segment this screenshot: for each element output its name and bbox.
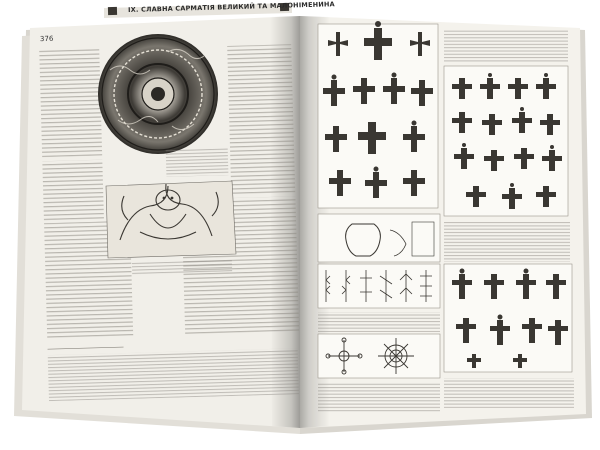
ornament-caption — [318, 312, 440, 332]
gorgon-relief-illustration — [106, 181, 236, 258]
right-lower-pendants — [444, 264, 572, 372]
crosses-caption — [318, 382, 440, 412]
gorgon-caption — [132, 259, 232, 276]
amphora-sketch — [318, 214, 440, 262]
right-upper-pendants — [444, 66, 568, 216]
right-top-caption — [444, 30, 568, 62]
phalera-caption — [166, 147, 229, 177]
phalera-illustration — [98, 34, 218, 154]
page-number: 376 — [39, 34, 54, 44]
ornate-crosses — [318, 334, 440, 378]
right-bottom-caption — [444, 378, 574, 408]
running-head: IX. СЛАВНА САРМАТІЯ ВЕЛИКИЙ ТА МАЛОНІМЕНИНА — [128, 0, 335, 14]
ornament-tracings — [318, 264, 440, 308]
right-mid-caption — [444, 222, 570, 262]
cross-pendants-grid — [318, 21, 438, 208]
